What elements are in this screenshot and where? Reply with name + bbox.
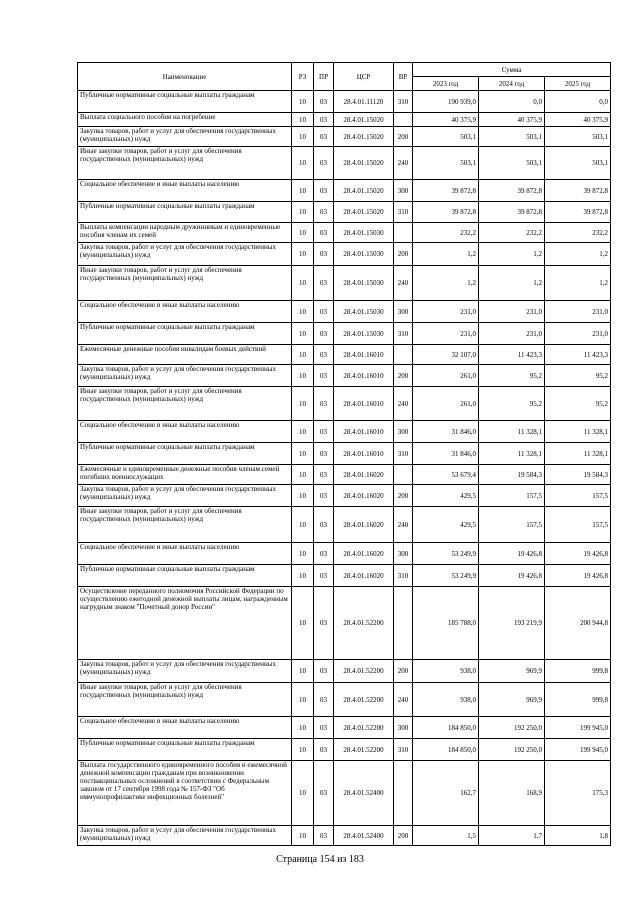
table-row	[78, 345, 611, 365]
row-sum-2024: 232,2	[479, 223, 545, 243]
row-pr: 03	[314, 266, 334, 301]
row-sum-2025: 95,2	[545, 387, 611, 421]
row-sum-2023: 184 850,0	[413, 717, 479, 739]
row-rz: 10	[292, 507, 314, 543]
row-sum-2023: 503,1	[413, 127, 479, 147]
row-sum-2025: 199 945,0	[545, 739, 611, 761]
header-pr: ПР	[314, 63, 334, 91]
row-pr: 03	[314, 717, 334, 739]
row-pr: 03	[314, 587, 334, 660]
row-sum-2023: 53 679,4	[413, 465, 479, 485]
row-sum-2023: 162,7	[413, 761, 479, 826]
row-name: Закупка товаров, работ и услуг для обеспечения государственных (муниципальных) нужд	[78, 243, 292, 266]
row-sum-2025: 40 375,9	[545, 113, 611, 127]
row-vr: 240	[394, 147, 413, 180]
row-sum-2025: 0,0	[545, 91, 611, 113]
table-row	[78, 565, 611, 587]
table-row	[78, 301, 611, 323]
row-sum-2024: 503,1	[479, 147, 545, 180]
row-rz: 10	[292, 345, 314, 365]
row-vr	[394, 761, 413, 826]
row-pr: 03	[314, 345, 334, 365]
table-row	[78, 683, 611, 717]
row-name: Иные закупки товаров, работ и услуг для обеспечения государственных (муниципальных) нужд	[78, 683, 292, 717]
table-row	[78, 826, 611, 846]
table-row	[78, 147, 611, 180]
row-sum-2023: 231,0	[413, 301, 479, 323]
row-sum-2025: 231,0	[545, 323, 611, 345]
row-sum-2025: 1,2	[545, 243, 611, 266]
row-pr: 03	[314, 323, 334, 345]
row-sum-2024: 192 250,0	[479, 739, 545, 761]
row-csr: 28.4.01.15030	[334, 323, 394, 345]
row-name: Социальное обеспечение и иные выплаты населению	[78, 717, 292, 739]
table-row	[78, 761, 611, 826]
row-sum-2023: 40 375,9	[413, 113, 479, 127]
table-row	[78, 365, 611, 387]
row-rz: 10	[292, 387, 314, 421]
row-rz: 10	[292, 266, 314, 301]
row-vr: 200	[394, 826, 413, 846]
table-row	[78, 485, 611, 507]
row-name: Выплата государственного единовременного пособия и ежемесячной денежной компенсации гражданам при возникновении поствакцинальных осложнений в соответствии с Федеральным законом от 17 сентября 1998 года № 157-ФЗ "Об иммунопрофилактике инфекционных болезней"	[78, 761, 292, 826]
table-row	[78, 717, 611, 739]
row-pr: 03	[314, 507, 334, 543]
row-pr: 03	[314, 565, 334, 587]
row-vr: 310	[394, 323, 413, 345]
row-sum-2023: 503,1	[413, 147, 479, 180]
table-row	[78, 127, 611, 147]
row-rz: 10	[292, 323, 314, 345]
row-name: Выплата социального пособия на погребение	[78, 113, 292, 127]
row-sum-2024: 157,5	[479, 485, 545, 507]
row-csr: 28.4.01.15030	[334, 243, 394, 266]
row-csr: 28.4.01.15030	[334, 266, 394, 301]
header-sum: Сумма	[413, 63, 611, 77]
row-sum-2024: 231,0	[479, 301, 545, 323]
row-sum-2024: 11 328,1	[479, 443, 545, 465]
row-sum-2025: 999,8	[545, 683, 611, 717]
row-rz: 10	[292, 683, 314, 717]
row-pr: 03	[314, 683, 334, 717]
table-row	[78, 113, 611, 127]
row-pr: 03	[314, 543, 334, 565]
row-rz: 10	[292, 717, 314, 739]
row-csr: 28.4.01.15020	[334, 127, 394, 147]
row-csr: 28.4.01.16010	[334, 421, 394, 443]
row-sum-2024: 503,1	[479, 127, 545, 147]
row-rz: 10	[292, 421, 314, 443]
row-vr: 310	[394, 739, 413, 761]
row-sum-2025: 200 944,8	[545, 587, 611, 660]
page-footer: Страница 154 из 183	[276, 854, 364, 865]
row-sum-2023: 938,0	[413, 683, 479, 717]
row-name: Закупка товаров, работ и услуг для обеспечения государственных (муниципальных) нужд	[78, 660, 292, 683]
row-vr	[394, 113, 413, 127]
row-sum-2024: 193 219,9	[479, 587, 545, 660]
row-sum-2025: 1,8	[545, 826, 611, 846]
table-row	[78, 465, 611, 485]
table-row	[78, 323, 611, 345]
row-pr: 03	[314, 739, 334, 761]
row-pr: 03	[314, 660, 334, 683]
row-sum-2025: 175,3	[545, 761, 611, 826]
row-sum-2024: 19 426,8	[479, 543, 545, 565]
row-sum-2024: 1,2	[479, 266, 545, 301]
row-csr: 28.4.01.16010	[334, 365, 394, 387]
header-vr: ВР	[394, 63, 413, 91]
row-name: Публичные нормативные социальные выплаты гражданам	[78, 565, 292, 587]
row-rz: 10	[292, 113, 314, 127]
row-name: Публичные нормативные социальные выплаты гражданам	[78, 443, 292, 465]
row-pr: 03	[314, 761, 334, 826]
row-csr: 28.4.01.15020	[334, 113, 394, 127]
row-sum-2025: 19 426,8	[545, 565, 611, 587]
table-row	[78, 387, 611, 421]
row-vr: 200	[394, 365, 413, 387]
row-sum-2025: 157,5	[545, 507, 611, 543]
table-row	[78, 223, 611, 243]
row-sum-2025: 11 423,3	[545, 345, 611, 365]
header-year-2025: 2025 год	[545, 77, 611, 91]
row-csr: 28.4.01.15020	[334, 202, 394, 223]
row-name: Иные закупки товаров, работ и услуг для обеспечения государственных (муниципальных) нужд	[78, 147, 292, 180]
row-sum-2024: 157,5	[479, 507, 545, 543]
row-vr	[394, 465, 413, 485]
row-sum-2023: 261,0	[413, 387, 479, 421]
row-sum-2024: 39 872,8	[479, 202, 545, 223]
row-vr: 200	[394, 127, 413, 147]
row-sum-2023: 190 939,0	[413, 91, 479, 113]
row-sum-2023: 429,5	[413, 507, 479, 543]
row-rz: 10	[292, 587, 314, 660]
row-pr: 03	[314, 301, 334, 323]
row-csr: 28.4.01.52200	[334, 587, 394, 660]
row-sum-2025: 999,8	[545, 660, 611, 683]
row-csr: 28.4.01.16020	[334, 543, 394, 565]
row-vr: 310	[394, 443, 413, 465]
row-csr: 28.4.01.16010	[334, 387, 394, 421]
row-pr: 03	[314, 465, 334, 485]
row-sum-2025: 19 584,3	[545, 465, 611, 485]
row-vr: 200	[394, 243, 413, 266]
row-sum-2025: 199 945,0	[545, 717, 611, 739]
row-sum-2025: 19 426,8	[545, 543, 611, 565]
row-sum-2023: 185 788,0	[413, 587, 479, 660]
row-sum-2025: 231,0	[545, 301, 611, 323]
row-name: Социальное обеспечение и иные выплаты населению	[78, 180, 292, 202]
row-rz: 10	[292, 127, 314, 147]
row-vr: 300	[394, 301, 413, 323]
row-sum-2025: 232,2	[545, 223, 611, 243]
header-csr: ЦСР	[334, 63, 394, 91]
row-sum-2024: 0,0	[479, 91, 545, 113]
row-sum-2024: 19 584,3	[479, 465, 545, 485]
row-sum-2024: 95,2	[479, 387, 545, 421]
row-sum-2025: 11 328,1	[545, 421, 611, 443]
row-sum-2024: 1,7	[479, 826, 545, 846]
row-vr: 240	[394, 507, 413, 543]
row-pr: 03	[314, 223, 334, 243]
row-name: Закупка товаров, работ и услуг для обеспечения государственных (муниципальных) нужд	[78, 485, 292, 507]
row-vr: 240	[394, 683, 413, 717]
row-vr	[394, 587, 413, 660]
row-vr: 300	[394, 421, 413, 443]
table-row	[78, 543, 611, 565]
row-sum-2025: 95,2	[545, 365, 611, 387]
row-name: Осуществление переданного полномочия Российской Федерации по осуществлению ежегодной денежной выплаты лицам, награжденным нагрудным знаком "Почетный донор России"	[78, 587, 292, 660]
row-sum-2025: 503,1	[545, 147, 611, 180]
table-row	[78, 443, 611, 465]
row-name: Публичные нормативные социальные выплаты гражданам	[78, 323, 292, 345]
table-row	[78, 507, 611, 543]
row-vr	[394, 345, 413, 365]
row-vr: 200	[394, 660, 413, 683]
row-name: Социальное обеспечение и иные выплаты населению	[78, 543, 292, 565]
row-pr: 03	[314, 113, 334, 127]
row-sum-2024: 11 328,1	[479, 421, 545, 443]
row-name: Иные закупки товаров, работ и услуг для обеспечения государственных (муниципальных) нужд	[78, 507, 292, 543]
row-rz: 10	[292, 301, 314, 323]
row-name: Закупка товаров, работ и услуг для обеспечения государственных (муниципальных) нужд	[78, 826, 292, 846]
row-csr: 28.4.01.16020	[334, 507, 394, 543]
row-sum-2024: 11 423,3	[479, 345, 545, 365]
row-name: Закупка товаров, работ и услуг для обеспечения государственных (муниципальных) нужд	[78, 127, 292, 147]
row-sum-2025: 11 328,1	[545, 443, 611, 465]
row-vr: 240	[394, 266, 413, 301]
row-pr: 03	[314, 485, 334, 507]
row-name: Социальное обеспечение и иные выплаты населению	[78, 421, 292, 443]
row-csr: 28.4.01.52200	[334, 683, 394, 717]
row-pr: 03	[314, 180, 334, 202]
row-pr: 03	[314, 365, 334, 387]
row-name: Иные закупки товаров, работ и услуг для обеспечения государственных (муниципальных) нужд	[78, 387, 292, 421]
row-sum-2025: 39 872,8	[545, 180, 611, 202]
table-row	[78, 180, 611, 202]
row-pr: 03	[314, 147, 334, 180]
table-row	[78, 739, 611, 761]
row-pr: 03	[314, 127, 334, 147]
header-year-2024: 2024 год	[479, 77, 545, 91]
row-rz: 10	[292, 660, 314, 683]
table-row	[78, 421, 611, 443]
row-name: Публичные нормативные социальные выплаты гражданам	[78, 202, 292, 223]
table-row	[78, 243, 611, 266]
row-rz: 10	[292, 147, 314, 180]
row-rz: 10	[292, 223, 314, 243]
row-sum-2023: 938,0	[413, 660, 479, 683]
row-name: Ежемесячные денежные пособия инвалидам боевых действий	[78, 345, 292, 365]
row-pr: 03	[314, 443, 334, 465]
row-sum-2023: 39 872,8	[413, 180, 479, 202]
row-name: Ежемесячные и единовременные денежные пособия членам семей погибших военнослужащих	[78, 465, 292, 485]
budget-table	[77, 62, 611, 846]
row-sum-2023: 231,0	[413, 323, 479, 345]
row-pr: 03	[314, 202, 334, 223]
row-vr	[394, 223, 413, 243]
row-name: Публичные нормативные социальные выплаты гражданам	[78, 739, 292, 761]
row-sum-2024: 969,9	[479, 683, 545, 717]
header-name: Наименование	[78, 63, 292, 91]
row-vr: 310	[394, 202, 413, 223]
header-rz: РЗ	[292, 63, 314, 91]
row-rz: 10	[292, 761, 314, 826]
table-row	[78, 266, 611, 301]
row-vr: 240	[394, 387, 413, 421]
row-sum-2023: 53 249,9	[413, 565, 479, 587]
row-csr: 28.4.01.15030	[334, 301, 394, 323]
row-sum-2024: 168,9	[479, 761, 545, 826]
row-sum-2023: 31 846,0	[413, 421, 479, 443]
row-rz: 10	[292, 543, 314, 565]
row-csr: 28.4.01.15020	[334, 180, 394, 202]
row-sum-2024: 39 872,8	[479, 180, 545, 202]
row-sum-2024: 95,2	[479, 365, 545, 387]
row-csr: 28.4.01.16010	[334, 443, 394, 465]
row-csr: 28.4.01.16020	[334, 465, 394, 485]
row-sum-2024: 40 375,9	[479, 113, 545, 127]
row-rz: 10	[292, 202, 314, 223]
row-pr: 03	[314, 243, 334, 266]
row-csr: 28.4.01.52400	[334, 826, 394, 846]
row-vr: 310	[394, 565, 413, 587]
row-rz: 10	[292, 365, 314, 387]
row-sum-2024: 969,9	[479, 660, 545, 683]
row-csr: 28.4.01.16020	[334, 485, 394, 507]
row-name: Выплаты компенсации народным дружинникам и единовременные пособия членам их семей	[78, 223, 292, 243]
row-rz: 10	[292, 91, 314, 113]
row-name: Социальное обеспечение и иные выплаты населению	[78, 301, 292, 323]
row-csr: 28.4.01.52200	[334, 660, 394, 683]
row-pr: 03	[314, 421, 334, 443]
row-sum-2023: 39 872,8	[413, 202, 479, 223]
row-pr: 03	[314, 826, 334, 846]
table-row	[78, 587, 611, 660]
row-name: Закупка товаров, работ и услуг для обеспечения государственных (муниципальных) нужд	[78, 365, 292, 387]
row-sum-2023: 261,0	[413, 365, 479, 387]
row-sum-2024: 1,2	[479, 243, 545, 266]
row-sum-2023: 429,5	[413, 485, 479, 507]
row-sum-2023: 1,2	[413, 243, 479, 266]
row-sum-2023: 1,2	[413, 266, 479, 301]
row-csr: 28.4.01.15020	[334, 147, 394, 180]
row-sum-2023: 32 107,0	[413, 345, 479, 365]
row-csr: 28.4.01.52400	[334, 761, 394, 826]
table-row	[78, 91, 611, 113]
row-csr: 28.4.01.16020	[334, 565, 394, 587]
row-rz: 10	[292, 243, 314, 266]
row-name: Публичные нормативные социальные выплаты гражданам	[78, 91, 292, 113]
row-name: Иные закупки товаров, работ и услуг для обеспечения государственных (муниципальных) нужд	[78, 266, 292, 301]
row-sum-2025: 1,2	[545, 266, 611, 301]
row-sum-2025: 157,5	[545, 485, 611, 507]
table-row	[78, 202, 611, 223]
row-vr: 200	[394, 485, 413, 507]
row-csr: 28.4.01.11120	[334, 91, 394, 113]
row-sum-2024: 192 250,0	[479, 717, 545, 739]
row-rz: 10	[292, 180, 314, 202]
row-vr: 310	[394, 91, 413, 113]
row-sum-2023: 53 249,9	[413, 543, 479, 565]
row-rz: 10	[292, 465, 314, 485]
row-sum-2023: 1,5	[413, 826, 479, 846]
row-rz: 10	[292, 565, 314, 587]
row-rz: 10	[292, 739, 314, 761]
row-csr: 28.4.01.15030	[334, 223, 394, 243]
row-pr: 03	[314, 387, 334, 421]
row-sum-2023: 232,2	[413, 223, 479, 243]
row-rz: 10	[292, 826, 314, 846]
row-vr: 300	[394, 543, 413, 565]
row-rz: 10	[292, 443, 314, 465]
row-sum-2024: 19 426,8	[479, 565, 545, 587]
row-csr: 28.4.01.16010	[334, 345, 394, 365]
row-csr: 28.4.01.52200	[334, 739, 394, 761]
row-sum-2024: 231,0	[479, 323, 545, 345]
table-row	[78, 660, 611, 683]
header-year-2023: 2023 год	[413, 77, 479, 91]
row-sum-2023: 31 846,0	[413, 443, 479, 465]
row-rz: 10	[292, 485, 314, 507]
row-sum-2023: 184 850,0	[413, 739, 479, 761]
row-vr: 300	[394, 717, 413, 739]
row-sum-2025: 39 872,8	[545, 202, 611, 223]
row-vr: 300	[394, 180, 413, 202]
row-csr: 28.4.01.52200	[334, 717, 394, 739]
row-sum-2025: 503,1	[545, 127, 611, 147]
row-pr: 03	[314, 91, 334, 113]
